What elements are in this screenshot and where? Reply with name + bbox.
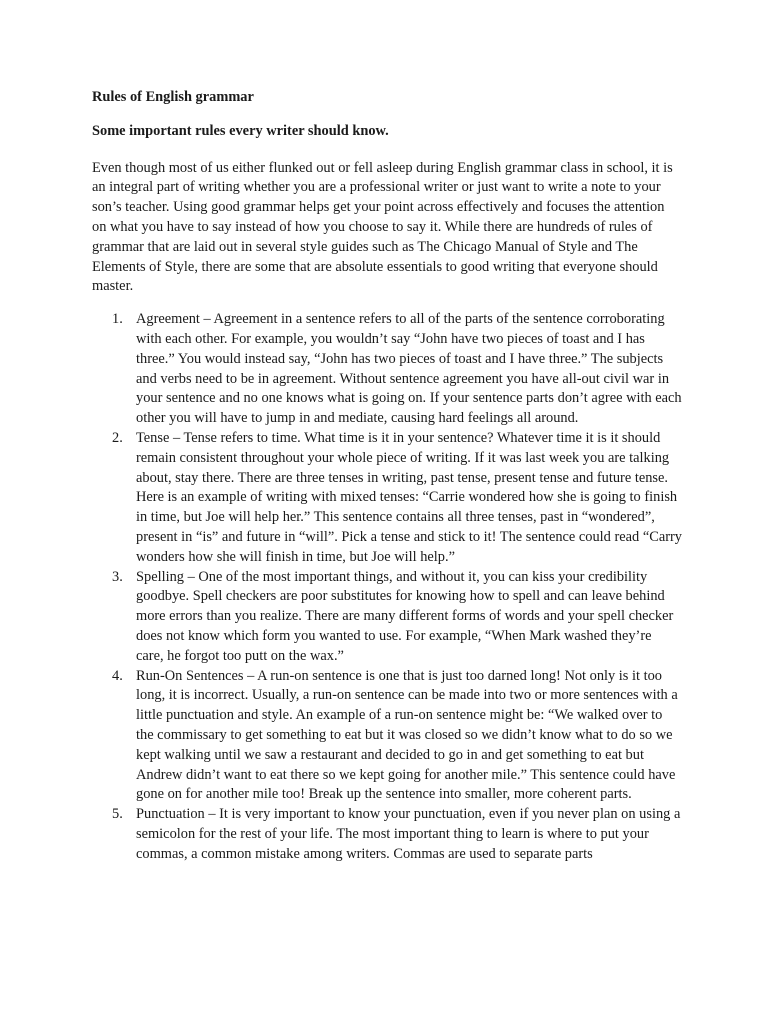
rule-number: 1.: [112, 311, 123, 328]
rule-number: 2.: [112, 429, 123, 446]
rule-item-agreement: [92, 310, 682, 429]
rule-item-run-on-sentences: [92, 667, 682, 806]
rule-text: Punctuation – It is very important to know your punctuation, even if you never plan on using a semicolon for the rest of your life. The most important thing to learn is where to put your commas, a common mistake among writers. Commas are used to separate parts: [136, 806, 681, 862]
rules-list: [92, 310, 682, 864]
rule-item-punctuation: [92, 805, 682, 864]
rule-number: 5.: [112, 806, 123, 823]
document-page: [92, 88, 682, 864]
document-title: Rules of English grammar: [92, 89, 254, 105]
rule-text: Tense – Tense refers to time. What time is it in your sentence? Whatever time it is it should remain consistent throughout your whole piece of writing. If it was last week you are talking about, stay there. There are three tenses in writing, past tense, present tense and future tense. Here is an example of writing with mixed tenses: “Carrie wondered how she is going to finish in time, but Joe will help her.” This sentence contains all three tenses, past in “wondered”, present in “is” and future in “will”. Pick a tense and stick to it! The sentence could read “Carry wonders how she will finish in time, but Joe will help.”: [136, 429, 682, 565]
rule-text: Agreement – Agreement in a sentence refers to all of the parts of the sentence corroborating with each other. For example, you wouldn’t say “John have two pieces of toast and I has three.” You would instead say, “John has two pieces of toast and I have three.” The subjects and verbs need to be in agreement. Without sentence agreement you have all-out civil war in your sentence and no one knows what is going on. If your sentence parts don’t agree with each other you will have to jump in and mediate, causing hard feelings all around.: [136, 311, 682, 427]
intro-paragraph: Even though most of us either flunked out or fell asleep during English grammar class in school, it is an integral part of writing whether you are a professional writer or just want to write a note to your son’s teacher. Using good grammar helps get your point across effectively and focuses the attention on what you have to say instead of how you choose to say it. While there are hundreds of rules of grammar that are laid out in several style guides such as The Chicago Manual of Style and The Elements of Style, there are some that are absolute essentials to good writing that everyone should master.: [92, 159, 673, 295]
rule-item-spelling: [92, 568, 682, 667]
rule-item-tense: [92, 429, 682, 568]
rule-number: 4.: [112, 667, 123, 684]
rule-number: 3.: [112, 568, 123, 585]
document-subtitle: Some important rules every writer should know.: [92, 122, 389, 139]
rule-text: Run-On Sentences – A run-on sentence is one that is just too darned long! Not only is it too long, it is incorrect. Usually, a run-on sentence can be made into two or more sentences with a little punctuation and style. An example of a run-on sentence might be: “We walked over to the commissary to get something to eat but it was closed so we didn’t know what to do so we kept walking until we saw a restaurant and decided to go in and get something to eat but Andrew didn’t want to eat there so we kept going for another mile.” This sentence could have gone on for another mile too! Break up the sentence into smaller, more coherent parts.: [136, 667, 678, 803]
rule-text: Spelling – One of the most important things, and without it, you can kiss your credibility goodbye. Spell checkers are poor substitutes for knowing how to spell and can leave behind more errors than you realize. There are many different forms of words and your spell checker does not know which form you wanted to use. For example, “When Mark washed they’re care, he forgot too putt on the wax.”: [136, 568, 674, 664]
